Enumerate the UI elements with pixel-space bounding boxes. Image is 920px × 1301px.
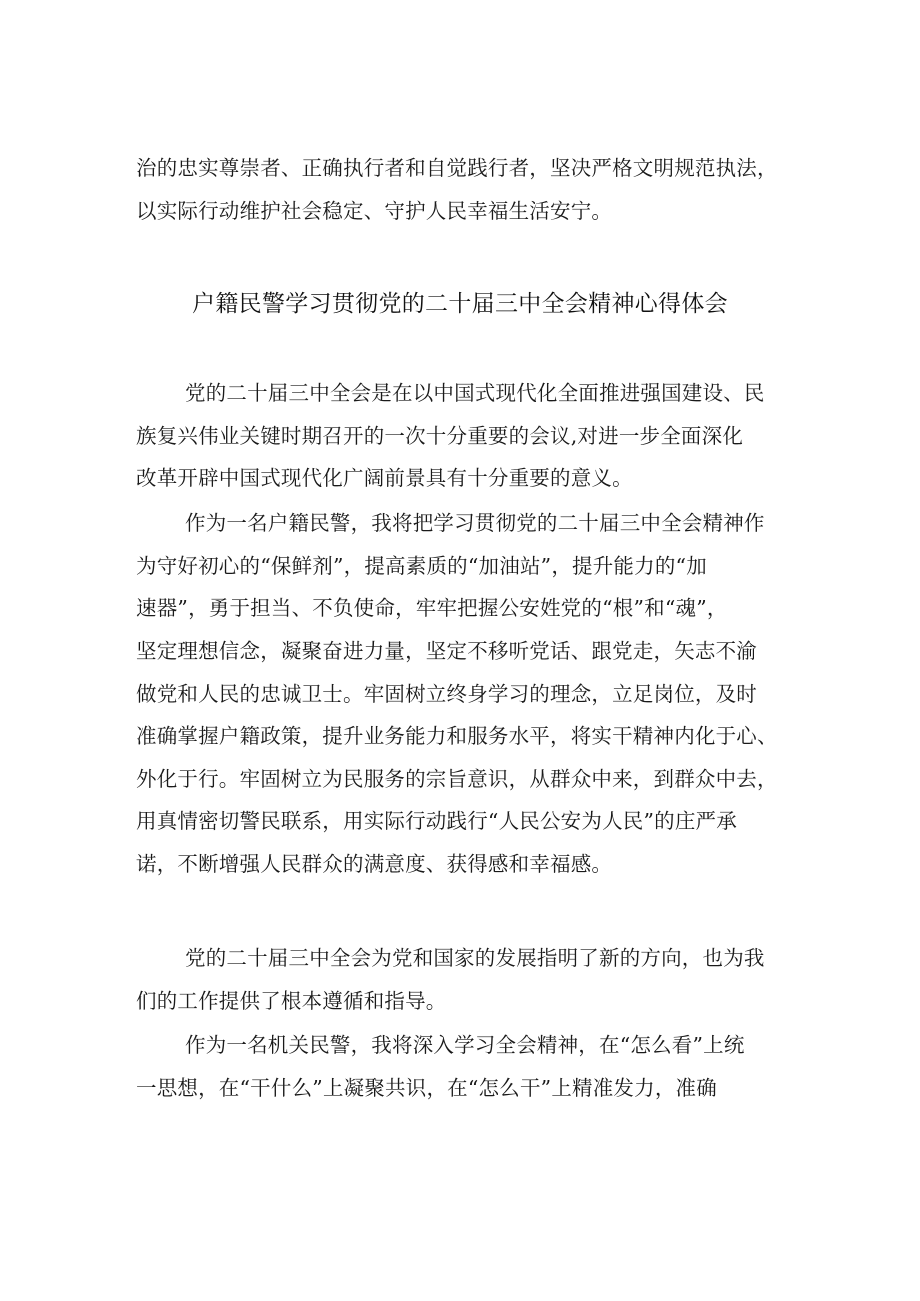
- text-line: 用真情密切警民联系，用实际行动践行“人民公安为人民”的庄严承: [136, 809, 737, 833]
- text-line: 坚定理想信念，凝聚奋进力量，坚定不移听党话、跟党走，矢志不渝: [136, 639, 757, 663]
- text-line: 为守好初心的“保鲜剂”，提高素质的“加油站”，提升能力的“加: [136, 554, 707, 578]
- text-line: 作为一名户籍民警，我将把学习贯彻党的二十届三中全会精神作: [185, 511, 765, 535]
- text-line: 一思想，在“干什么”上凝聚共识，在“怎么干”上精准发力，准确: [136, 1076, 717, 1100]
- text-line: 族复兴伟业关键时期召开的一次十分重要的会议,对进一步全面深化: [136, 424, 744, 448]
- text-line: 速器”，勇于担当、不负使命，牢牢把握公安姓党的“根”和“魂”，: [136, 596, 728, 620]
- text-line: 诺，不断增强人民群众的满意度、获得感和幸福感。: [136, 852, 613, 876]
- article-title: 户籍民警学习贯彻党的二十届三中全会精神心得体会: [192, 291, 728, 317]
- text-line: 们的工作提供了根本遵循和指导。: [136, 989, 447, 1013]
- text-line: 作为一名机关民警，我将深入学习全会精神，在“怎么看”上统: [185, 1033, 745, 1057]
- text-line: 治的忠实尊崇者、正确执行者和自觉践行者，坚决严格文明规范执法，: [136, 156, 778, 180]
- text-line: 改革开辟中国式现代化广阔前景具有十分重要的意义。: [136, 466, 633, 490]
- text-line: 做党和人民的忠诚卫士。牢固树立终身学习的理念，立足岗位，及时: [136, 682, 757, 706]
- text-line: 准确掌握户籍政策，提升业务能力和服务水平，将实干精神内化于心、: [136, 724, 778, 748]
- text-line: 以实际行动维护社会稳定、守护人民幸福生活安宁。: [136, 199, 613, 223]
- text-line: 党的二十届三中全会为党和国家的发展指明了新的方向，也为我: [185, 946, 765, 970]
- text-line: 外化于行。牢固树立为民服务的宗旨意识，从群众中来，到群众中去，: [136, 767, 778, 791]
- text-line: 党的二十届三中全会是在以中国式现代化全面推进强国建设、民: [185, 381, 765, 405]
